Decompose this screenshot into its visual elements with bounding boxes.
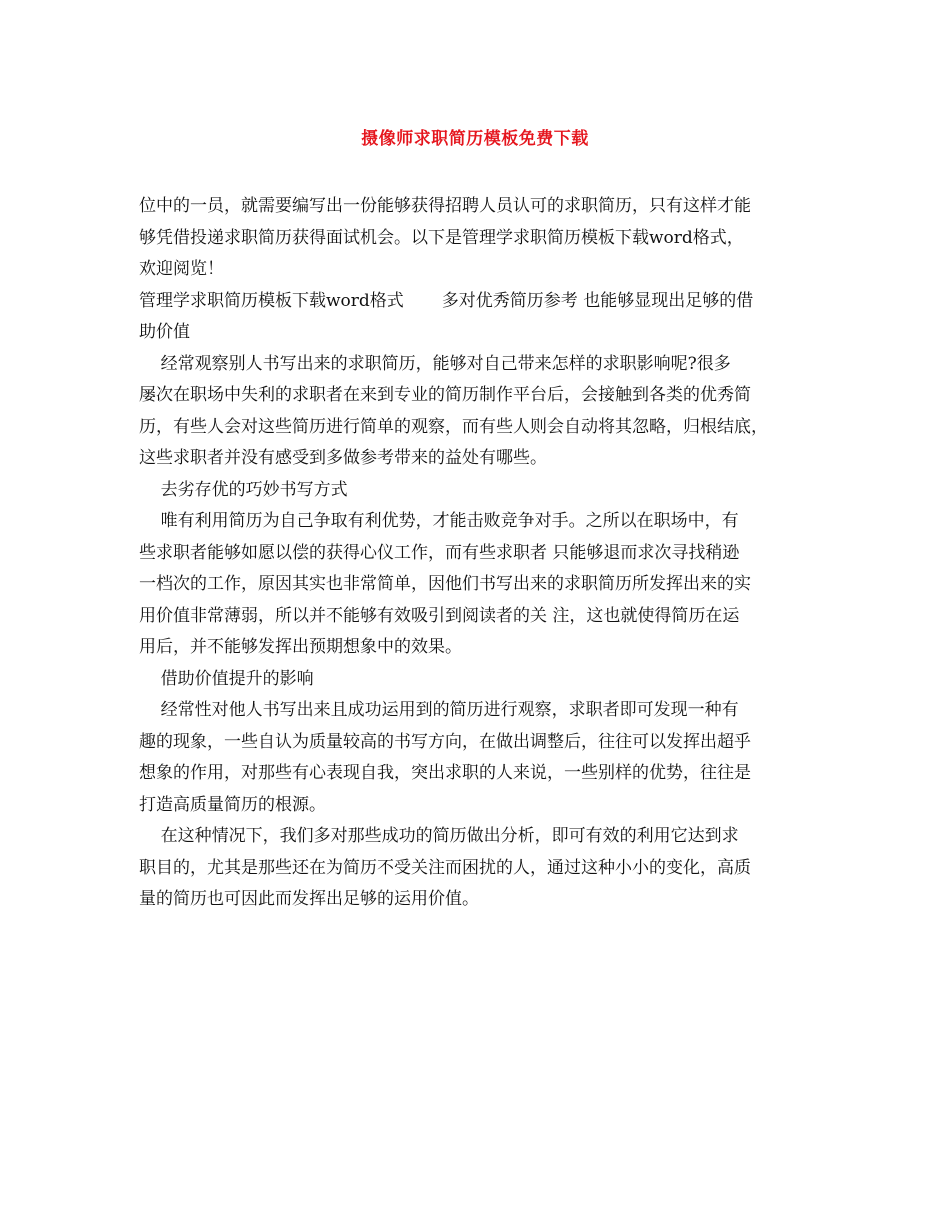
body-line: 职目的，尤其是那些还在为简历不受关注而困扰的人，通过这种小小的变化，高质 [139,857,751,878]
body-line: 欢迎阅览！ [139,259,224,279]
document-title: 摄像师求职简历模板免费下载 [361,129,589,149]
body-line: 一档次的工作，原因其实也非常简单，因他们书写出来的求职简历所发挥出来的实 [139,574,751,594]
body-line-segment: 管理学求职简历模板下载word格式 [139,290,404,311]
body-line: 想象的作用，对那些有心表现自我，突出求职的人来说，一些别样的优势，往往是 [139,763,751,783]
body-line: 够凭借投递求职简历获得面试机会。以下是管理学求职简历模板下载word格式， [139,227,744,248]
body-line [139,286,819,318]
body-line: 用价值非常薄弱，所以并不能够有效吸引到阅读者的关 注，这也就使得简历在运 [139,605,740,626]
body-line: 这些求职者并没有感受到多做参考带来的益处有哪些。 [139,448,547,468]
body-line: 用后，并不能够发挥出预期想象中的效果。 [139,637,462,657]
body-line: 打造高质量简历的根源。 [139,794,326,815]
body-line: 量的简历也可因此而发挥出足够的运用价值。 [139,889,479,909]
body-line: 经常性对他人书写出来且成功运用到的简历进行观察，求职者即可发现一种有 [139,700,739,720]
body-line: 位中的一员，就需要编写出一份能够获得招聘人员认可的求职简历，只有这样才能 [139,196,751,216]
section-heading: 借助价值提升的影响 [139,668,314,689]
body-line: 在这种情况下，我们多对那些成功的简历做出分析，即可有效的利用它达到求 [139,826,739,846]
body-line: 历，有些人会对这些简历进行简单的观察，而有些人则会自动将其忽略，归根结底， [139,416,768,437]
body-line: 唯有利用简历为自己争取有利优势，才能击败竞争对手。之所以在职场中，有 [139,511,739,531]
body-line: 助价值 [139,322,190,342]
body-line: 些求职者能够如愿以偿的获得心仪工作，而有些求职者 只能够退而求次寻找稍逊 [139,542,740,563]
body-line: 经常观察别人书写出来的求职简历，能够对自己带来怎样的求职影响呢?很多 [139,353,731,374]
body-line-segment: 多对优秀简历参考 也能够显现出足够的借 [441,290,754,311]
section-heading: 去劣存优的巧妙书写方式 [139,479,348,500]
body-line: 趣的现象，一些自认为质量较高的书写方向，在做出调整后，往往可以发挥出超乎 [139,731,751,752]
body-line: 屡次在职场中失利的求职者在来到专业的简历制作平台后，会接触到各类的优秀简 [139,385,751,405]
document-body [139,191,819,916]
